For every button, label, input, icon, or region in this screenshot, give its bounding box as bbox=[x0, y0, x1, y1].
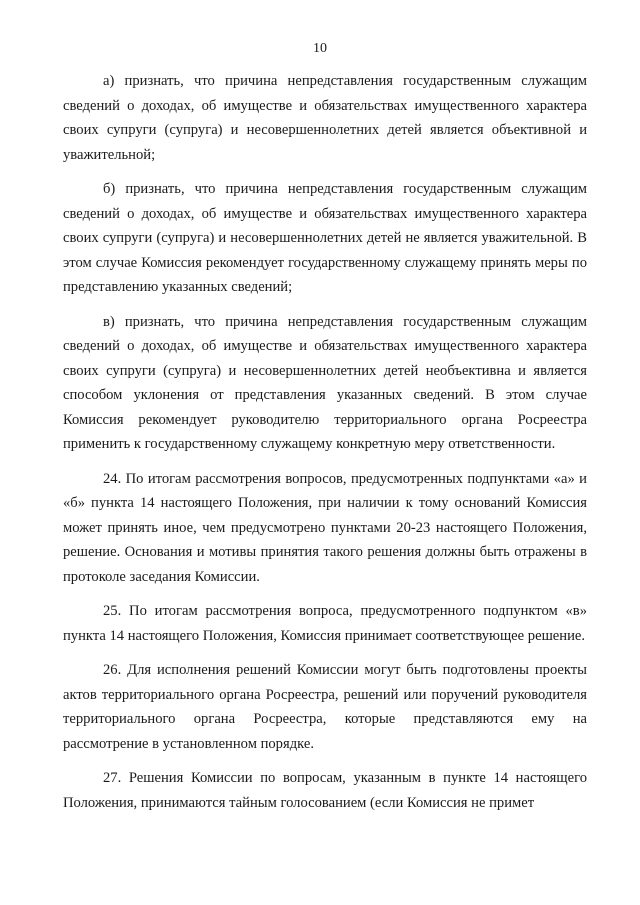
page-number: 10 bbox=[313, 41, 327, 56]
paragraph-v: в) признать, что причина непредставления государственным служащим сведений о доходах, об имуществе и обязательствах имущественного характера своих супруги (супруга) и несовершеннолетних детей необъективна и является способом уклонения от представления указанных сведений. В этом случае Комиссия рекомендует руководителю территориального органа Росреестра применить к государственному служащему конкретную меру ответственности. bbox=[63, 313, 587, 452]
paragraph-27: 27. Решения Комиссии по вопросам, указанным в пункте 14 настоящего Положения, принимаются тайным голосованием (если Комиссия не примет bbox=[63, 770, 587, 811]
paragraph-a: а) признать, что причина непредставления государственным служащим сведений о доходах, об имуществе и обязательствах имущественного характера своих супруги (супруга) и несовершеннолетних детей является объективной и уважительной; bbox=[63, 73, 587, 163]
paragraph-25: 25. По итогам рассмотрения вопроса, предусмотренного подпунктом «в» пункта 14 настоящего Положения, Комиссия принимает соответствующее решение. bbox=[63, 603, 587, 644]
paragraph-26: 26. Для исполнения решений Комиссии могут быть подготовлены проекты актов территориального органа Росреестра, решений или поручений руководителя территориального органа Росреестра, которые представляются ему на рассмотрение в установленном порядке. bbox=[63, 662, 587, 752]
paragraph-24: 24. По итогам рассмотрения вопросов, предусмотренных подпунктами «а» и «б» пункта 14 настоящего Положения, при наличии к тому оснований Комиссия может принять иное, чем предусмотрено пунктами 20-23 настоящего Положения, решение. Основания и мотивы принятия такого решения должны быть отражены в протоколе заседания Комиссии. bbox=[63, 470, 587, 585]
paragraph-b: б) признать, что причина непредставления государственным служащим сведений о доходах, об имуществе и обязательствах имущественного характера своих супруги (супруга) и несовершеннолетних детей не является уважительной. В этом случае Комиссия рекомендует государственному служащему принять меры по представлению указанных сведений; bbox=[63, 181, 587, 295]
document-body bbox=[63, 69, 587, 825]
